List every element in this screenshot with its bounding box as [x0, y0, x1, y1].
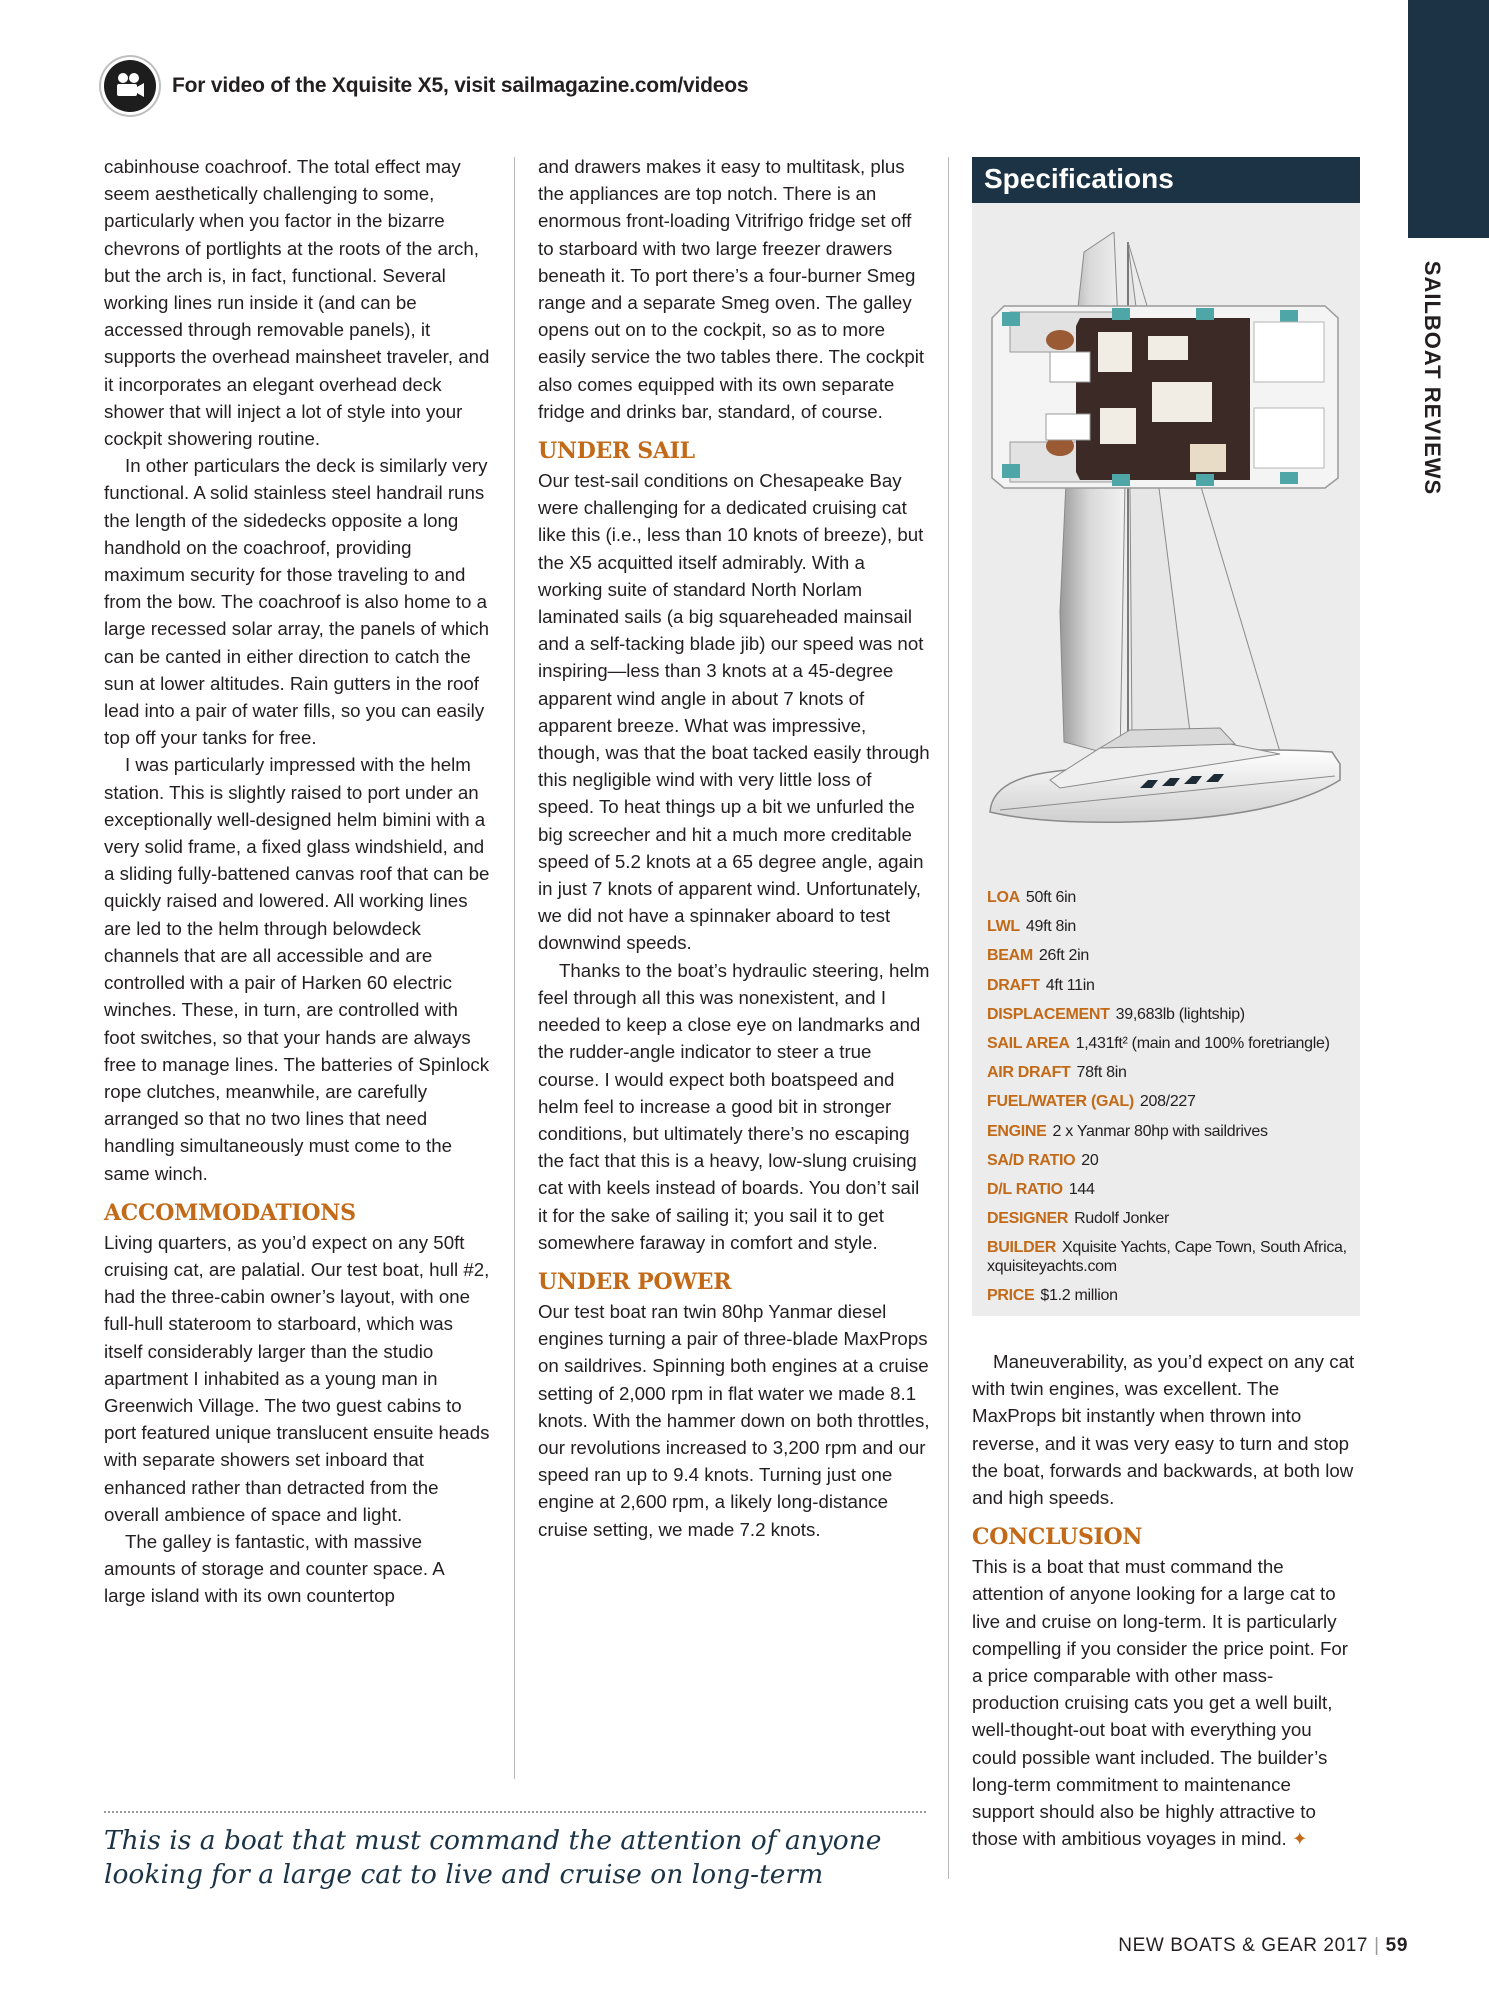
spec-row: AIR DRAFT 78ft 8in — [987, 1064, 1127, 1082]
spec-row: PRICE $1.2 million — [987, 1287, 1118, 1305]
article-column-1 — [104, 153, 490, 1610]
section-label: SAILBOAT REVIEWS — [1420, 260, 1445, 496]
column-divider — [514, 157, 515, 1779]
heading-under-power: UNDER POWER — [538, 1268, 732, 1295]
section-tab-bar — [1408, 0, 1489, 238]
spec-row: BEAM 26ft 2in — [987, 947, 1090, 965]
paragraph: cabinhouse coachroof. The total effect may seem aesthetically challenging to some, particularly when you factor in the bizarre chevrons of portlights at the roots of the arch, but the arch is, in fact, functional. Several working lines run inside it (and can be accessed through removable panels), it supports the overhead mainsheet traveler, and it incorporates an elegant overhead deck shower that will inject a lot of style into your cockpit showering routine. — [104, 156, 490, 450]
paragraph: Our test boat ran twin 80hp Yanmar diesel engines turning a pair of three-blade MaxProps on saildrives. Spinning both engines at a cruise setting of 2,000 rpm in flat water we made 8.1 knots. With the hammer down on both throttles, our revolutions increased to 3,200 rpm and our speed ran up to 9.4 knots. Turning just one engine at 2,600 rpm, a likely long-distance cruise setting, we made 7.2 knots. — [538, 1300, 930, 1540]
page-number: 59 — [1385, 1935, 1408, 1956]
spec-row: LWL 49ft 8in — [987, 918, 1076, 936]
paragraph: The galley is fantastic, with massive amounts of storage and counter space. A large island with its own countertop — [104, 1530, 444, 1607]
paragraph: Thanks to the boat’s hydraulic steering, helm feel through all this was nonexistent, and I needed to keep a close eye on landmarks and the rudder-angle indicator to steer a true course. I would expect both boatspeed and helm feel to increase a good bit in stronger conditions, but ultimately there’s no escaping the fact that this is a heavy, low-slung cruising cat with keels instead of boards. You don’t sail it for the sake of sailing it; you sail it to get somewhere faraway in comfort and style. — [538, 959, 930, 1253]
heading-accommodations: ACCOMMODATIONS — [104, 1199, 356, 1226]
spec-row: FUEL/WATER (GAL) 208/227 — [987, 1093, 1196, 1111]
paragraph: Maneuverability, as you’d expect on any cat with twin engines, was excellent. The MaxProps bit instantly when thrown into reverse, and it was very easy to turn and stop the boat, forwards and backwards, at both low and high speeds. — [972, 1351, 1355, 1509]
end-mark-icon: ✦ — [1291, 1828, 1308, 1850]
video-link[interactable]: For video of the Xquisite X5, visit sailmagazine.com/videos — [172, 74, 749, 97]
spec-row: D/L RATIO 144 — [987, 1181, 1095, 1199]
paragraph: Living quarters, as you’d expect on any 50ft cruising cat, are palatial. Our test boat, hull #2, had the three-cabin owner’s layout, with one full-hull stateroom to starboard, which was itself considerably larger than the studio apartment I inhabited as a young man in Greenwich Village. The two guest cabins to port featured unique translucent ensuite heads with separate showers set inboard that enhanced rather than detracted from the overall ambience of space and light. — [104, 1231, 490, 1525]
page-footer — [1090, 1935, 1408, 1957]
spec-row: ENGINE 2 x Yanmar 80hp with saildrives — [987, 1122, 1268, 1140]
publication-name: NEW BOATS & GEAR 2017 — [1118, 1935, 1369, 1956]
article-column-3 — [972, 1348, 1358, 1852]
spec-row: DESIGNER Rudolf Jonker — [987, 1210, 1169, 1228]
heading-under-sail: UNDER SAIL — [538, 438, 695, 465]
paragraph: Our test-sail conditions on Chesapeake Bay were challenging for a dedicated cruising cat like this (i.e., less than 10 knots of breeze), but the X5 acquitted itself admirably. With a working suite of standard North Norlam laminated sails (a big squareheaded mainsail and a self-tacking blade jib) our speed was not inspiring—less than 3 knots at a 45-degree apparent wind angle in about 7 knots of apparent breeze. What was impressive, though, was that the boat tacked easily through this negligible wind with very little loss of speed. To heat things up a bit we unfurled the big screecher and hit a much more creditable speed of 5.2 knots at a 65 degree angle, again in just 7 knots of apparent wind. Unfortunately, we did not have a spinnaker aboard to test downwind speeds. — [538, 470, 930, 954]
paragraph: and drawers makes it easy to multitask, plus the appliances are top notch. There is an enormous front-loading Vitrifrigo fridge set off to starboard with two large freezer drawers beneath it. To port there’s a four-burner Smeg range and a separate Smeg oven. The galley opens out on to the cockpit, so as to more easily service the two tables there. The cockpit also comes equipped with its own separate fridge and drinks bar, standard, of course. — [538, 156, 925, 422]
spec-row: SA/D RATIO 20 — [987, 1151, 1099, 1169]
pull-quote: This is a boat that must command the attention of anyone looking for a large cat to live and cruise on long-term — [104, 1825, 882, 1890]
footer-separator: | — [1374, 1935, 1380, 1956]
spec-row: DISPLACEMENT 39,683lb (lightship) — [987, 1005, 1245, 1023]
column-divider — [948, 157, 949, 1879]
specifications-header — [972, 157, 1360, 203]
boat-illustration — [980, 232, 1350, 844]
paragraph: In other particulars the deck is similarly very functional. A solid stainless steel handrail runs the length of the sidedecks opposite a long handhold on the coachroof, providing maximum security for those traveling to and from the bow. The coachroof is also home to a large recessed solar array, the panels of which can be canted in either direction to catch the sun at lower altitudes. Rain gutters in the roof lead into a pair of water fills, so you can easily top off your tanks for free. — [104, 455, 490, 749]
camera-icon[interactable] — [104, 60, 156, 112]
spec-row: LOA 50ft 6in — [987, 889, 1076, 906]
paragraph: I was particularly impressed with the helm station. This is slightly raised to port under an exceptionally well-designed helm bimini with a very solid frame, a fixed glass windshield, and a sliding fully-battened canvas roof that can be quickly raised and lowered. All working lines are led to the helm through belowdeck channels that are all accessible and are controlled with a pair of Harken 60 electric winches. These, in turn, are controlled with foot switches, so that your hands are always free to manage lines. The batteries of Spinlock rope clutches, meanwhile, are carefully arranged so that no two lines that need handling simultaneously must come to the same winch. — [104, 754, 490, 1184]
paragraph: This is a boat that must command the attention of anyone looking for a large cat to live and cruise on long-term. It is particularly compelling if you consider the price point. For a price comparable with other mass-production cruising cats you get a well built, well-thought-out boat with everything you could possible want included. The builder’s long-term commitment to maintenance support should also be highly attractive to those with ambitious voyages in mind. ✦ — [972, 1556, 1349, 1850]
spec-row: SAIL AREA 1,431ft² (main and 100% foretriangle) — [987, 1035, 1330, 1053]
specifications-title: Specifications — [984, 163, 1174, 194]
pull-quote-rule — [104, 1811, 926, 1813]
heading-conclusion: CONCLUSION — [972, 1524, 1143, 1551]
spec-row: DRAFT 4ft 11in — [987, 976, 1095, 994]
article-column-2 — [538, 153, 930, 1543]
specifications-list — [987, 883, 1352, 1311]
spec-row: BUILDER Xquisite Yachts, Cape Town, South Africa, xquisiteyachts.com — [987, 1239, 1347, 1276]
